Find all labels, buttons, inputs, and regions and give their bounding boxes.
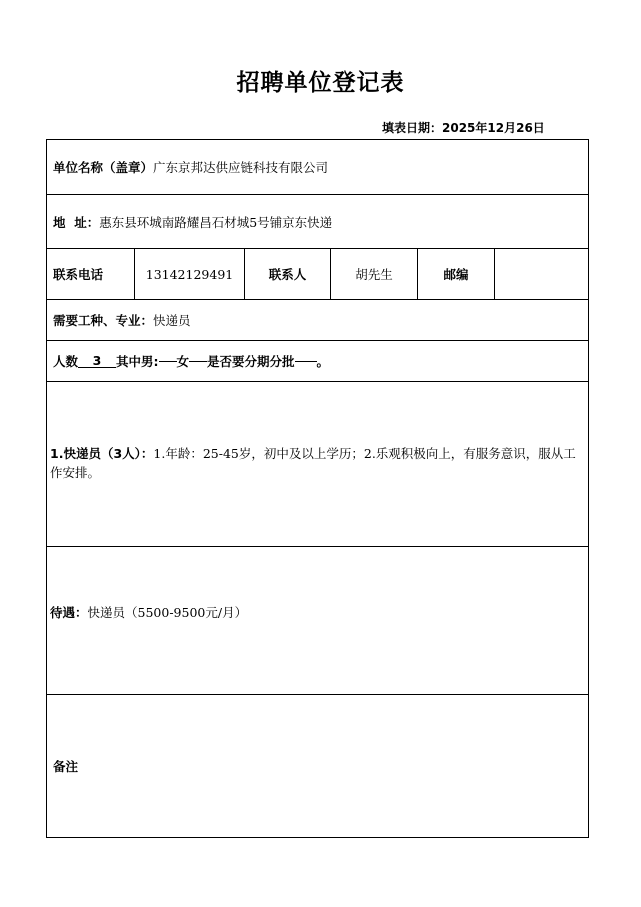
requirements-text-block — [50, 444, 582, 482]
company-value: 广东京邦达供应链科技有限公司 — [153, 160, 329, 175]
phone-label: 联系电话 — [53, 267, 104, 282]
form-title: 招聘单位登记表 — [236, 70, 405, 96]
job-row — [47, 300, 588, 341]
count-field — [53, 341, 329, 381]
pay-field — [50, 547, 247, 677]
count-row — [47, 341, 588, 382]
requirements-colon: ： — [140, 446, 154, 461]
male-value — [159, 361, 177, 362]
job-label: 需要工种、专业： — [53, 313, 154, 328]
count-number: 3 — [78, 354, 116, 368]
address-label: 地 址： — [53, 214, 100, 230]
pay-row — [47, 547, 588, 695]
requirements-label: 1.快递员（3人） — [50, 446, 141, 461]
female-value — [189, 361, 207, 362]
contact-person-value: 胡先生 — [330, 249, 417, 299]
remarks-row — [47, 695, 588, 837]
company-label: 单位名称（盖章） — [53, 160, 154, 175]
job-value: 快递员 — [153, 313, 191, 328]
registration-form — [46, 139, 589, 838]
requirements-text: 1.年龄：25-45岁，初中及以上学历；2.乐观积极向上，有服务意识，服从工作安排。 — [50, 446, 576, 480]
contact-person-label: 联系人 — [244, 249, 330, 299]
count-label: 人数 — [53, 354, 79, 369]
installment-value — [295, 361, 317, 362]
address-row — [47, 195, 588, 249]
requirements-row — [47, 382, 588, 547]
company-field — [53, 140, 328, 194]
job-field — [53, 300, 191, 340]
zip-label: 邮编 — [417, 249, 494, 299]
contact-row — [47, 249, 588, 300]
fill-date: 填表日期：2025年12月26日 — [382, 121, 545, 135]
address-value: 惠东县环城南路耀昌石材城5号铺京东快递 — [99, 214, 333, 230]
company-row — [47, 140, 588, 195]
female-label: 女 — [176, 354, 190, 369]
installment-label: 是否要分期分批 — [207, 354, 295, 369]
pay-label: 待遇： — [50, 605, 88, 620]
zip-value — [494, 249, 589, 299]
male-label: 其中男: — [116, 354, 159, 369]
end-mark: 。 — [316, 354, 330, 369]
remarks-label: 备注 — [53, 759, 79, 774]
phone-value: 13142129491 — [134, 249, 244, 299]
address-field — [53, 195, 332, 248]
pay-value: 快递员（5500-9500元/月） — [87, 605, 248, 620]
